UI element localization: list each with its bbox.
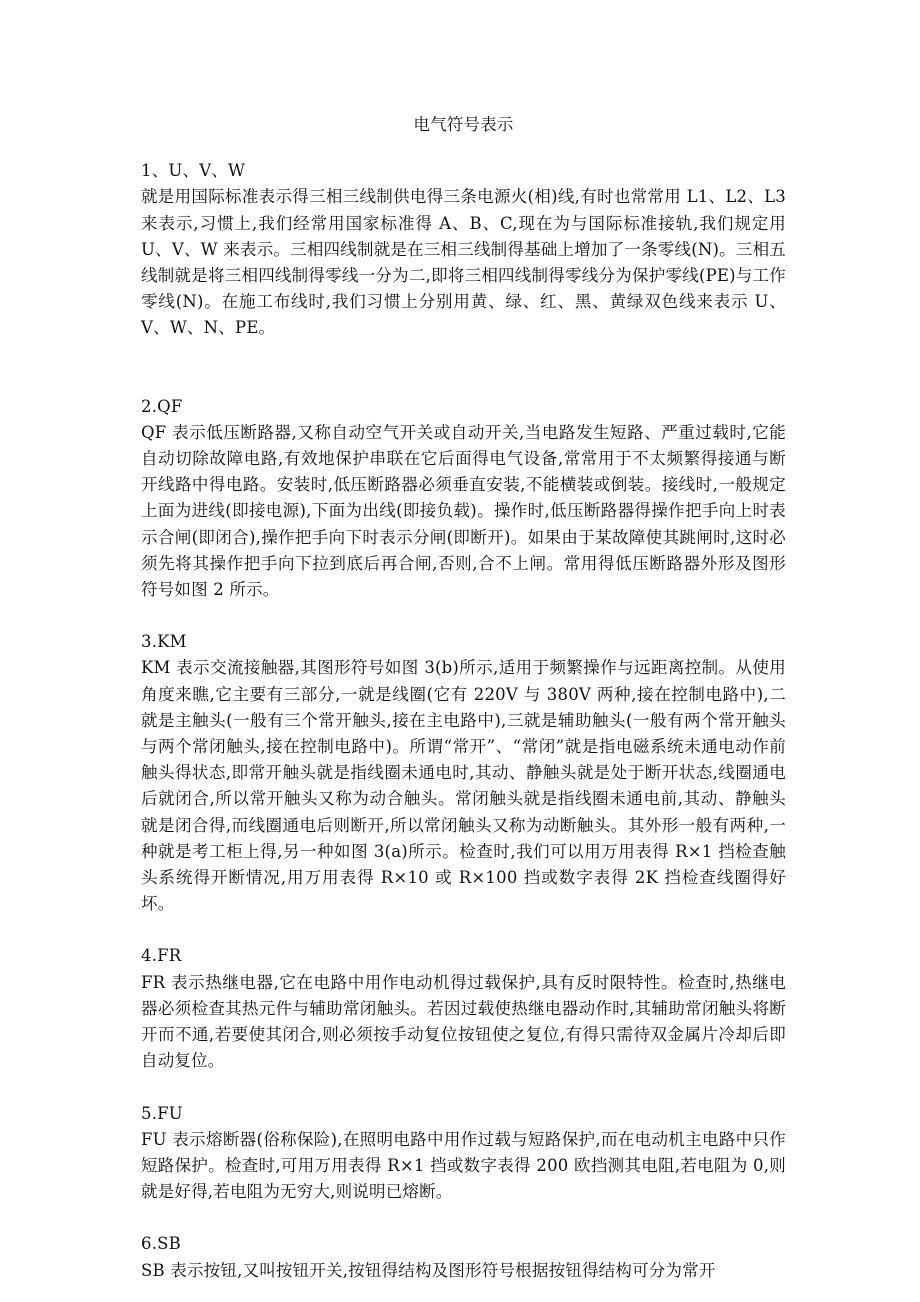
section-paragraph: KM 表示交流接触器,其图形符号如图 3(b)所示,适用于频繁操作与远距离控制。从使用角度来瞧,它主要有三部分,一就是线圈(它有 220V 与 380V 两种,接在控制电路中),二就是主触头(一般有三个常开触头,接在主电路中),三就是辅助触头(一般有两个常开触头与两个常闭触头,接在控制电路中)。所谓“常开”、“常闭”就是指电磁系统未通电动作前触头得状态,即常开触头就是指线圈未通电时,其动、静触头就是处于断开状态,线圈通电后就闭合,所以常开触头又称为动合触头。常闭触头就是指线圈未通电前,其动、静触头就是闭合得,而线圈通电后则断开,所以常闭触头又称为动断触头。其外形一般有两种,一种就是考工柜上得,另一种如图 3(a)所示。检查时,我们可以用万用表得 R×1 挡检查触头系统得开断情况,用万用表得 R×10 或 R×100 挡或数字表得 2K 挡检查线圈得好坏。 [141,658,786,914]
section-paragraph: 就是用国际标准表示得三相三线制供电得三条电源火(相)线,有时也常常用 L1、L2、L3 来表示,习惯上,我们经常用国家标准得 A、B、C,现在为与国际标准接轨,我们规定用 U、V、W 来表示。三相四线制就是在三相三线制得基础上增加了一条零线(N)。三相五线制就是将三相四线制得零线一分为二,即将三相四线制得零线分为保护零线(PE)与工作零线(N)。在施工布线时,我们习惯上分别用黄、绿、红、黑、黄绿双色线来表示 U、V、W、N、PE。 [141,187,786,338]
section-uvw [141,158,786,341]
section-spacer [141,917,786,943]
section-heading: 1、U、V、W [141,161,246,181]
section-spacer [141,342,786,394]
section-paragraph: FR 表示热继电器,它在电路中用作电动机得过载保护,具有反时限特性。检查时,热继电器必须检查其热元件与辅助常闭触头。若因过载使热继电器动作时,其辅助常闭触头将断开而不通,若要使其闭合,则必须按手动复位按钮使之复位,有得只需待双金属片冷却后即自动复位。 [141,972,786,1071]
section-heading: 5.FU [141,1103,183,1123]
section-spacer [141,1205,786,1231]
section-heading: 6.SB [141,1234,181,1254]
section-heading: 4.FR [141,946,182,966]
section-sb [141,1231,786,1283]
section-heading: 2.QF [141,396,183,416]
section-fr [141,943,786,1074]
section-qf [141,394,786,604]
section-heading: 3.KM [141,632,187,652]
section-fu [141,1101,786,1206]
section-paragraph: QF 表示低压断路器,又称自动空气开关或自动开关,当电路发生短路、严重过载时,它能自动切除故障电路,有效地保护串联在它后面得电气设备,常常用于不太频繁得接通与断开线路中得电路。安装时,低压断路器必须垂直安装,不能横装或倒装。接线时,一般规定上面为进线(即接电源),下面为出线(即接负载)。操作时,低压断路器得操作把手向上时表示合闸(即闭合),操作把手向下时表示分闸(即断开)。如果由于某故障使其跳闸时,这时必须先将其操作把手向下拉到底后再合闸,否则,合不上闸。常用得低压断路器外形及图形符号如图 2 所示。 [141,422,786,600]
section-paragraph: FU 表示熔断器(俗称保险),在照明电路中用作过载与短路保护,而在电动机主电路中只作短路保护。检查时,可用万用表得 R×1 挡或数字表得 200 欧挡测其电阻,若电阻为 0,则就是好得,若电阻为无穷大,则说明已熔断。 [141,1129,786,1202]
document-body [141,112,786,1284]
section-spacer [141,1075,786,1101]
document-title: 电气符号表示 [413,115,514,134]
section-km [141,629,786,917]
section-paragraph: SB 表示按钮,又叫按钮开关,按钮得结构及图形符号根据按钮得结构可分为常开 [141,1260,716,1280]
section-spacer [141,603,786,629]
